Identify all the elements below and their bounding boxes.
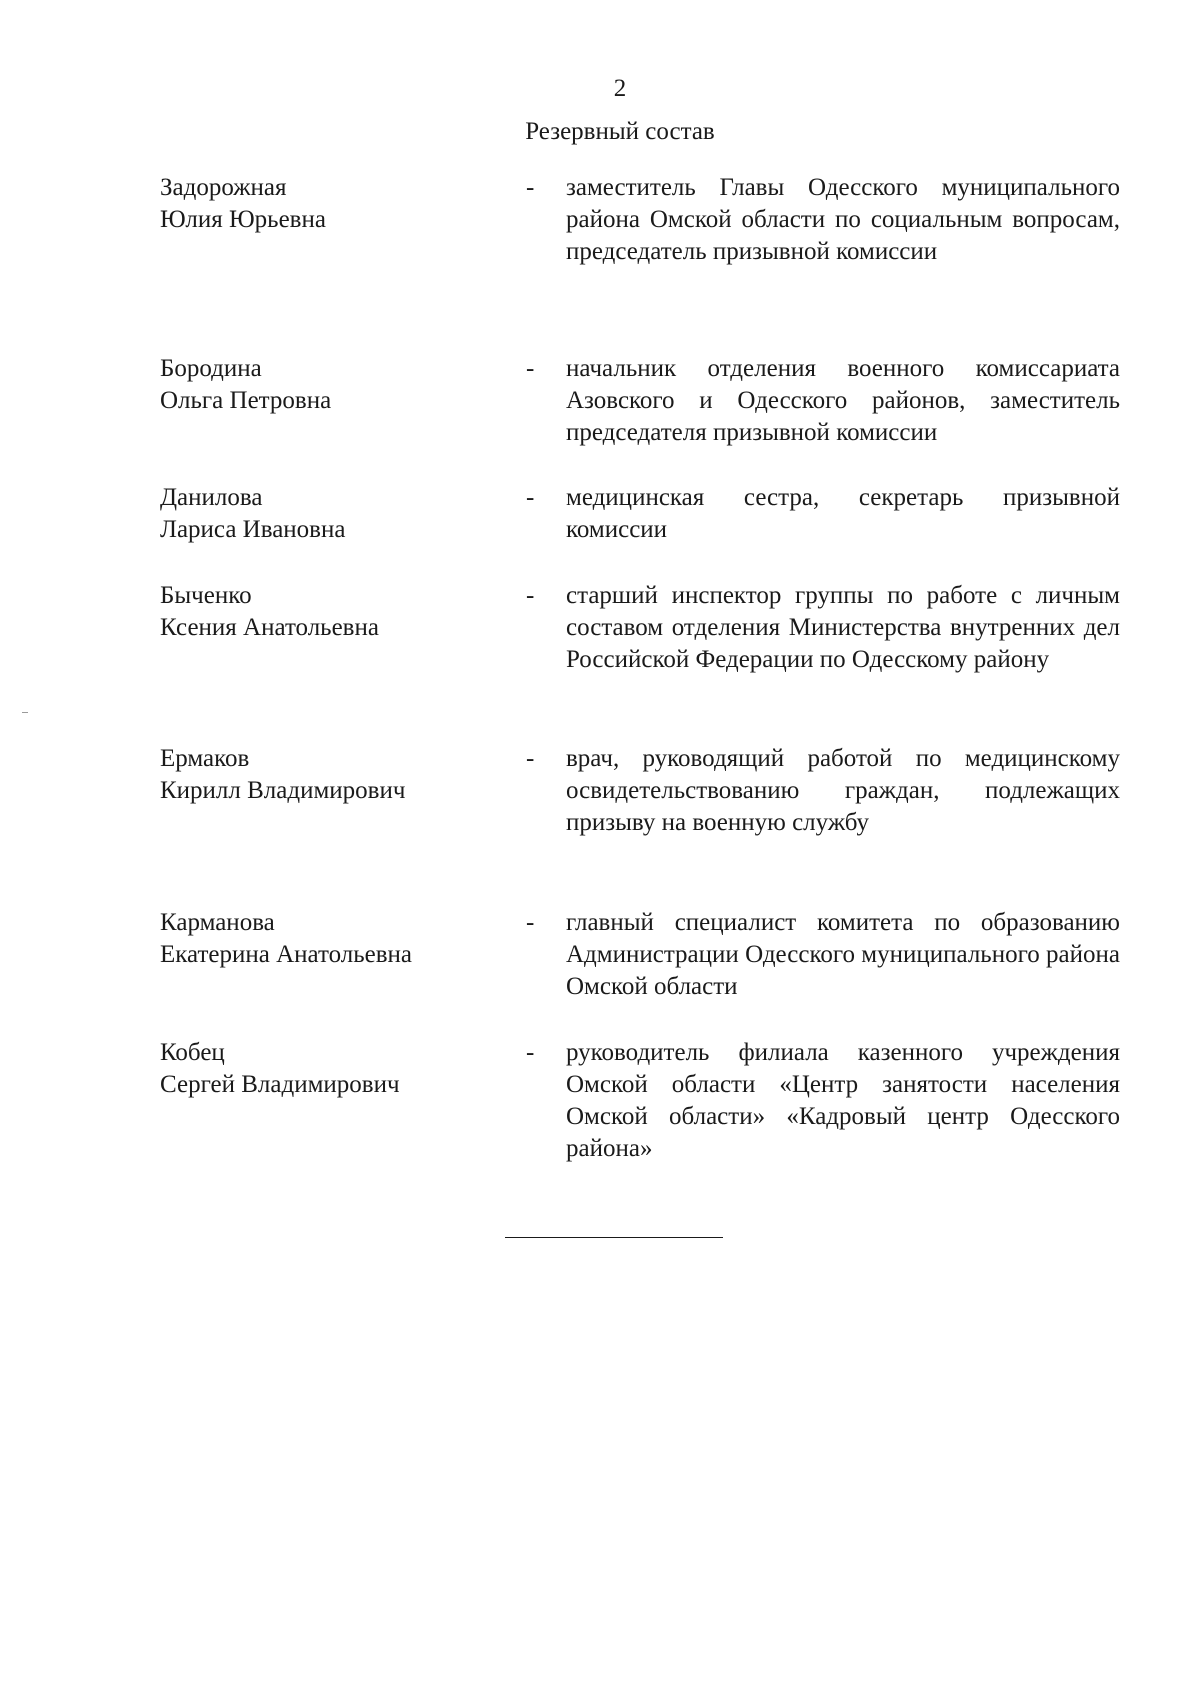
member-name — [160, 172, 500, 236]
page-number: 2 — [613, 75, 627, 102]
member-surname: Кобец — [160, 1039, 225, 1066]
member-dash: - — [526, 909, 535, 936]
member-given-names: Кирилл Владимирович — [160, 777, 406, 804]
end-of-list-rule — [505, 1237, 723, 1238]
member-name — [160, 353, 500, 417]
member-name — [160, 1037, 500, 1101]
member-name — [160, 907, 500, 971]
member-dash: - — [526, 355, 535, 382]
member-name — [160, 482, 500, 546]
member-surname: Карманова — [160, 909, 275, 936]
member-role: главный специалист комитета по образованию Администрации Одесского муниципального района Омской области — [566, 909, 1120, 1000]
member-surname: Задорожная — [160, 174, 287, 201]
member-dash: - — [526, 1039, 535, 1066]
member-dash: - — [526, 582, 535, 609]
member-surname: Данилова — [160, 484, 263, 511]
member-name — [160, 743, 500, 807]
member-given-names: Сергей Владимирович — [160, 1071, 400, 1098]
member-given-names: Юлия Юрьевна — [160, 206, 326, 233]
member-surname: Ермаков — [160, 745, 250, 772]
member-role: заместитель Главы Одесского муниципального района Омской области по социальным вопросам, председатель призывной комиссии — [566, 174, 1120, 265]
member-given-names: Ольга Петровна — [160, 387, 332, 414]
member-given-names: Екатерина Анатольевна — [160, 941, 413, 968]
member-given-names: Лариса Ивановна — [160, 516, 346, 543]
member-given-names: Ксения Анатольевна — [160, 614, 379, 641]
member-surname: Быченко — [160, 582, 252, 609]
member-role: руководитель филиала казенного учреждения Омской области «Центр занятости населения Омской области» «Кадровый центр Одесского района» — [566, 1039, 1120, 1162]
member-role: медицинская сестра, секретарь призывной комиссии — [566, 484, 1120, 543]
section-title: Резервный состав — [525, 118, 715, 145]
member-role: врач, руководящий работой по медицинскому освидетельствованию граждан, подлежащих призыву на военную службу — [566, 745, 1120, 836]
member-dash: - — [526, 484, 535, 511]
member-name — [160, 580, 500, 644]
member-surname: Бородина — [160, 355, 262, 382]
scan-artifact-mark — [22, 712, 28, 713]
member-dash: - — [526, 745, 535, 772]
member-dash: - — [526, 174, 535, 201]
member-role: старший инспектор группы по работе с личным составом отделения Министерства внутренних дел Российской Федерации по Одесскому району — [566, 582, 1120, 673]
member-role: начальник отделения военного комиссариата Азовского и Одесского районов, заместитель председателя призывной комиссии — [566, 355, 1120, 446]
